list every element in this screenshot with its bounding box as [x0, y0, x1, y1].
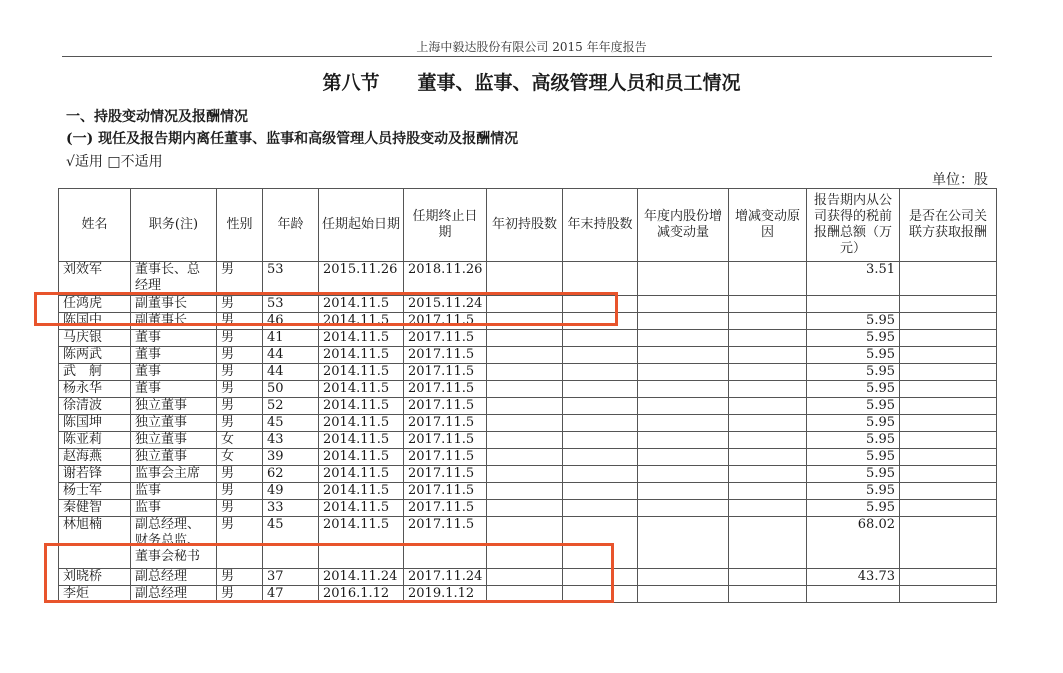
cell-age: 39: [263, 449, 319, 466]
cell-related-pay: [900, 381, 997, 398]
cell-end-shares: [563, 483, 638, 500]
cell-pretax-pay: 43.73: [807, 569, 900, 586]
cell-age: 47: [263, 586, 319, 603]
cell-age: 53: [263, 262, 319, 296]
cell-pretax-pay: 5.95: [807, 415, 900, 432]
cell-name: 杨永华: [59, 381, 131, 398]
cell-age: 49: [263, 483, 319, 500]
cell-title: 独立董事: [131, 432, 217, 449]
cell-gender: 男: [217, 262, 263, 296]
cell-related-pay: [900, 500, 997, 517]
cell-title: 董事: [131, 330, 217, 347]
cell-pretax-pay: 5.95: [807, 432, 900, 449]
cell-begin-shares: [487, 449, 563, 466]
cell-term-end: 2017.11.5: [404, 449, 487, 466]
cell-begin-shares: [487, 296, 563, 313]
table-row: [59, 449, 997, 466]
cell-title: 董事: [131, 364, 217, 381]
cell-begin-shares: [487, 586, 563, 603]
cell-gender: 男: [217, 296, 263, 313]
cell-change-reason: [729, 517, 807, 569]
cell-term-start: 2014.11.5: [319, 381, 404, 398]
cell-term-start: 2014.11.24: [319, 569, 404, 586]
cell-name: 马庆银: [59, 330, 131, 347]
cell-change-reason: [729, 381, 807, 398]
cell-title: 董事: [131, 347, 217, 364]
cell-age: 46: [263, 313, 319, 330]
cell-title: 董事长、总经理: [131, 262, 217, 296]
cell-term-start: 2016.1.12: [319, 586, 404, 603]
col-header-end-shares: 年末持股数: [563, 189, 638, 262]
table-row: [59, 398, 997, 415]
unit-label: 单位：股: [932, 172, 988, 188]
cell-change-reason: [729, 569, 807, 586]
heading-subsection: (一) 现任及报告期内离任董事、监事和高级管理人员持股变动及报酬情况: [66, 131, 519, 147]
cell-gender: 男: [217, 381, 263, 398]
cell-related-pay: [900, 517, 997, 569]
table-row: [59, 330, 997, 347]
cell-end-shares: [563, 500, 638, 517]
col-header-gender: 性别: [217, 189, 263, 262]
cell-title: 副总经理: [131, 569, 217, 586]
cell-term-end: 2015.11.24: [404, 296, 487, 313]
cell-share-change: [638, 398, 729, 415]
cell-share-change: [638, 364, 729, 381]
col-header-term-end: 任期终止日期: [404, 189, 487, 262]
cell-term-start: 2014.11.5: [319, 500, 404, 517]
cell-end-shares: [563, 296, 638, 313]
cell-term-start: 2014.11.5: [319, 517, 404, 569]
cell-name: 任鸿虎: [59, 296, 131, 313]
cell-title: 副董事长: [131, 313, 217, 330]
cell-term-end: 2017.11.24: [404, 569, 487, 586]
cell-name: 徐清波: [59, 398, 131, 415]
cell-pretax-pay: 3.51: [807, 262, 900, 296]
cell-share-change: [638, 586, 729, 603]
cell-gender: 男: [217, 466, 263, 483]
cell-name: 赵海燕: [59, 449, 131, 466]
cell-share-change: [638, 466, 729, 483]
cell-gender: 男: [217, 586, 263, 603]
cell-name: 杨士军: [59, 483, 131, 500]
cell-pretax-pay: 5.95: [807, 398, 900, 415]
cell-pretax-pay: 5.95: [807, 466, 900, 483]
cell-related-pay: [900, 296, 997, 313]
col-header-related-pay: 是否在公司关联方获取报酬: [900, 189, 997, 262]
cell-begin-shares: [487, 569, 563, 586]
col-header-change-reason: 增减变动原因: [729, 189, 807, 262]
cell-share-change: [638, 483, 729, 500]
cell-gender: 女: [217, 432, 263, 449]
cell-related-pay: [900, 364, 997, 381]
cell-term-end: 2017.11.5: [404, 415, 487, 432]
table-header-row: [59, 189, 997, 262]
table-row: [59, 364, 997, 381]
cell-age: 45: [263, 415, 319, 432]
cell-gender: 男: [217, 569, 263, 586]
cell-share-change: [638, 347, 729, 364]
cell-term-end: 2018.11.26: [404, 262, 487, 296]
cell-pretax-pay: [807, 586, 900, 603]
cell-end-shares: [563, 262, 638, 296]
cell-name: 陈国中: [59, 313, 131, 330]
cell-end-shares: [563, 517, 638, 569]
cell-end-shares: [563, 415, 638, 432]
cell-change-reason: [729, 449, 807, 466]
cell-term-start: 2014.11.5: [319, 449, 404, 466]
cell-age: 53: [263, 296, 319, 313]
cell-pretax-pay: 5.95: [807, 313, 900, 330]
cell-change-reason: [729, 432, 807, 449]
cell-begin-shares: [487, 398, 563, 415]
cell-change-reason: [729, 262, 807, 296]
table-row: [59, 415, 997, 432]
cell-begin-shares: [487, 313, 563, 330]
cell-name: 林旭楠: [59, 517, 131, 569]
cell-term-end: 2017.11.5: [404, 500, 487, 517]
cell-title: 副总经理: [131, 586, 217, 603]
cell-age: 37: [263, 569, 319, 586]
cell-share-change: [638, 517, 729, 569]
table-row: [59, 347, 997, 364]
table-row: [59, 432, 997, 449]
cell-begin-shares: [487, 466, 563, 483]
cell-change-reason: [729, 415, 807, 432]
cell-age: 50: [263, 381, 319, 398]
report-header: 上海中毅达股份有限公司 2015 年年度报告: [416, 40, 647, 54]
cell-term-end: 2017.11.5: [404, 432, 487, 449]
cell-term-start: 2014.11.5: [319, 432, 404, 449]
table-row: [59, 586, 997, 603]
cell-age: 43: [263, 432, 319, 449]
cell-gender: 男: [217, 330, 263, 347]
cell-pretax-pay: 5.95: [807, 500, 900, 517]
cell-gender: 男: [217, 500, 263, 517]
cell-title: 副总经理、财务总监、董事会秘书: [131, 517, 217, 569]
cell-term-end: 2017.11.5: [404, 330, 487, 347]
col-header-share-change: 年度内股份增减变动量: [638, 189, 729, 262]
cell-pretax-pay: 5.95: [807, 347, 900, 364]
cell-title: 监事: [131, 483, 217, 500]
cell-name: 刘效军: [59, 262, 131, 296]
cell-begin-shares: [487, 347, 563, 364]
cell-term-end: 2017.11.5: [404, 347, 487, 364]
table-row: [59, 313, 997, 330]
cell-begin-shares: [487, 483, 563, 500]
cell-share-change: [638, 381, 729, 398]
cell-term-start: 2014.11.5: [319, 415, 404, 432]
col-header-name: 姓名: [59, 189, 131, 262]
cell-begin-shares: [487, 330, 563, 347]
table-row: [59, 569, 997, 586]
cell-end-shares: [563, 398, 638, 415]
cell-end-shares: [563, 586, 638, 603]
cell-term-end: 2019.1.12: [404, 586, 487, 603]
cell-end-shares: [563, 381, 638, 398]
cell-term-start: 2014.11.5: [319, 313, 404, 330]
cell-share-change: [638, 500, 729, 517]
cell-name: 陈亚莉: [59, 432, 131, 449]
cell-end-shares: [563, 466, 638, 483]
cell-pretax-pay: 5.95: [807, 449, 900, 466]
cell-title: 监事: [131, 500, 217, 517]
cell-related-pay: [900, 586, 997, 603]
cell-end-shares: [563, 432, 638, 449]
cell-end-shares: [563, 569, 638, 586]
cell-name: 陈国坤: [59, 415, 131, 432]
cell-name: 刘晓桥: [59, 569, 131, 586]
cell-related-pay: [900, 432, 997, 449]
applicability-checkbox-line: √适用 □不适用: [66, 154, 163, 170]
table-row: [59, 381, 997, 398]
cell-begin-shares: [487, 432, 563, 449]
cell-age: 45: [263, 517, 319, 569]
cell-end-shares: [563, 347, 638, 364]
cell-begin-shares: [487, 500, 563, 517]
cell-name: 秦健智: [59, 500, 131, 517]
col-header-begin-shares: 年初持股数: [487, 189, 563, 262]
cell-title: 监事会主席: [131, 466, 217, 483]
cell-gender: 男: [217, 364, 263, 381]
cell-share-change: [638, 432, 729, 449]
cell-pretax-pay: 68.02: [807, 517, 900, 569]
cell-share-change: [638, 449, 729, 466]
cell-end-shares: [563, 313, 638, 330]
cell-end-shares: [563, 330, 638, 347]
cell-term-start: 2014.11.5: [319, 330, 404, 347]
cell-title: 副董事长: [131, 296, 217, 313]
table-row: [59, 517, 997, 569]
cell-age: 41: [263, 330, 319, 347]
cell-change-reason: [729, 364, 807, 381]
cell-gender: 女: [217, 449, 263, 466]
col-header-title: 职务(注): [131, 189, 217, 262]
cell-title: 独立董事: [131, 415, 217, 432]
cell-term-start: 2014.11.5: [319, 296, 404, 313]
section-title: 第八节 董事、监事、高级管理人员和员工情况: [322, 72, 741, 94]
cell-share-change: [638, 262, 729, 296]
cell-share-change: [638, 415, 729, 432]
cell-gender: 男: [217, 415, 263, 432]
cell-change-reason: [729, 500, 807, 517]
cell-begin-shares: [487, 364, 563, 381]
table-row: [59, 483, 997, 500]
cell-related-pay: [900, 398, 997, 415]
cell-pretax-pay: 5.95: [807, 483, 900, 500]
cell-term-end: 2017.11.5: [404, 483, 487, 500]
cell-gender: 男: [217, 483, 263, 500]
cell-end-shares: [563, 364, 638, 381]
cell-share-change: [638, 296, 729, 313]
cell-related-pay: [900, 313, 997, 330]
cell-term-start: 2015.11.26: [319, 262, 404, 296]
table-row: [59, 466, 997, 483]
cell-begin-shares: [487, 262, 563, 296]
cell-pretax-pay: 5.95: [807, 330, 900, 347]
cell-change-reason: [729, 483, 807, 500]
cell-change-reason: [729, 313, 807, 330]
cell-begin-shares: [487, 415, 563, 432]
cell-term-end: 2017.11.5: [404, 517, 487, 569]
cell-age: 62: [263, 466, 319, 483]
cell-gender: 男: [217, 517, 263, 569]
cell-change-reason: [729, 398, 807, 415]
cell-name: 武 舸: [59, 364, 131, 381]
cell-term-end: 2017.11.5: [404, 466, 487, 483]
cell-name: 陈两武: [59, 347, 131, 364]
cell-pretax-pay: 5.95: [807, 381, 900, 398]
cell-begin-shares: [487, 517, 563, 569]
cell-related-pay: [900, 449, 997, 466]
cell-term-start: 2014.11.5: [319, 364, 404, 381]
cell-related-pay: [900, 415, 997, 432]
cell-title: 独立董事: [131, 449, 217, 466]
cell-change-reason: [729, 586, 807, 603]
cell-gender: 男: [217, 347, 263, 364]
col-header-term-start: 任期起始日期: [319, 189, 404, 262]
cell-term-end: 2017.11.5: [404, 313, 487, 330]
cell-term-start: 2014.11.5: [319, 398, 404, 415]
cell-change-reason: [729, 296, 807, 313]
cell-term-end: 2017.11.5: [404, 364, 487, 381]
cell-related-pay: [900, 330, 997, 347]
heading-shareholding: 一、持股变动情况及报酬情况: [66, 109, 248, 125]
cell-title: 董事: [131, 381, 217, 398]
cell-age: 44: [263, 347, 319, 364]
cell-begin-shares: [487, 381, 563, 398]
cell-change-reason: [729, 330, 807, 347]
cell-share-change: [638, 330, 729, 347]
cell-term-start: 2014.11.5: [319, 483, 404, 500]
cell-term-end: 2017.11.5: [404, 381, 487, 398]
cell-name: 李炬: [59, 586, 131, 603]
personnel-table: [58, 188, 997, 603]
cell-term-start: 2014.11.5: [319, 466, 404, 483]
cell-gender: 男: [217, 398, 263, 415]
table-row: [59, 296, 997, 313]
cell-related-pay: [900, 483, 997, 500]
cell-term-start: 2014.11.5: [319, 347, 404, 364]
col-header-pretax-pay: 报告期内从公司获得的税前报酬总额（万元）: [807, 189, 900, 262]
table-row: [59, 500, 997, 517]
col-header-age: 年龄: [263, 189, 319, 262]
cell-related-pay: [900, 466, 997, 483]
cell-pretax-pay: 5.95: [807, 364, 900, 381]
cell-related-pay: [900, 347, 997, 364]
cell-age: 33: [263, 500, 319, 517]
cell-related-pay: [900, 262, 997, 296]
table-row: [59, 262, 997, 296]
cell-change-reason: [729, 466, 807, 483]
cell-end-shares: [563, 449, 638, 466]
cell-term-end: 2017.11.5: [404, 398, 487, 415]
header-rule: [62, 56, 992, 57]
cell-name: 谢若锋: [59, 466, 131, 483]
cell-title: 独立董事: [131, 398, 217, 415]
cell-related-pay: [900, 569, 997, 586]
cell-pretax-pay: [807, 296, 900, 313]
cell-change-reason: [729, 347, 807, 364]
cell-share-change: [638, 569, 729, 586]
cell-share-change: [638, 313, 729, 330]
cell-age: 44: [263, 364, 319, 381]
cell-age: 52: [263, 398, 319, 415]
cell-gender: 男: [217, 313, 263, 330]
